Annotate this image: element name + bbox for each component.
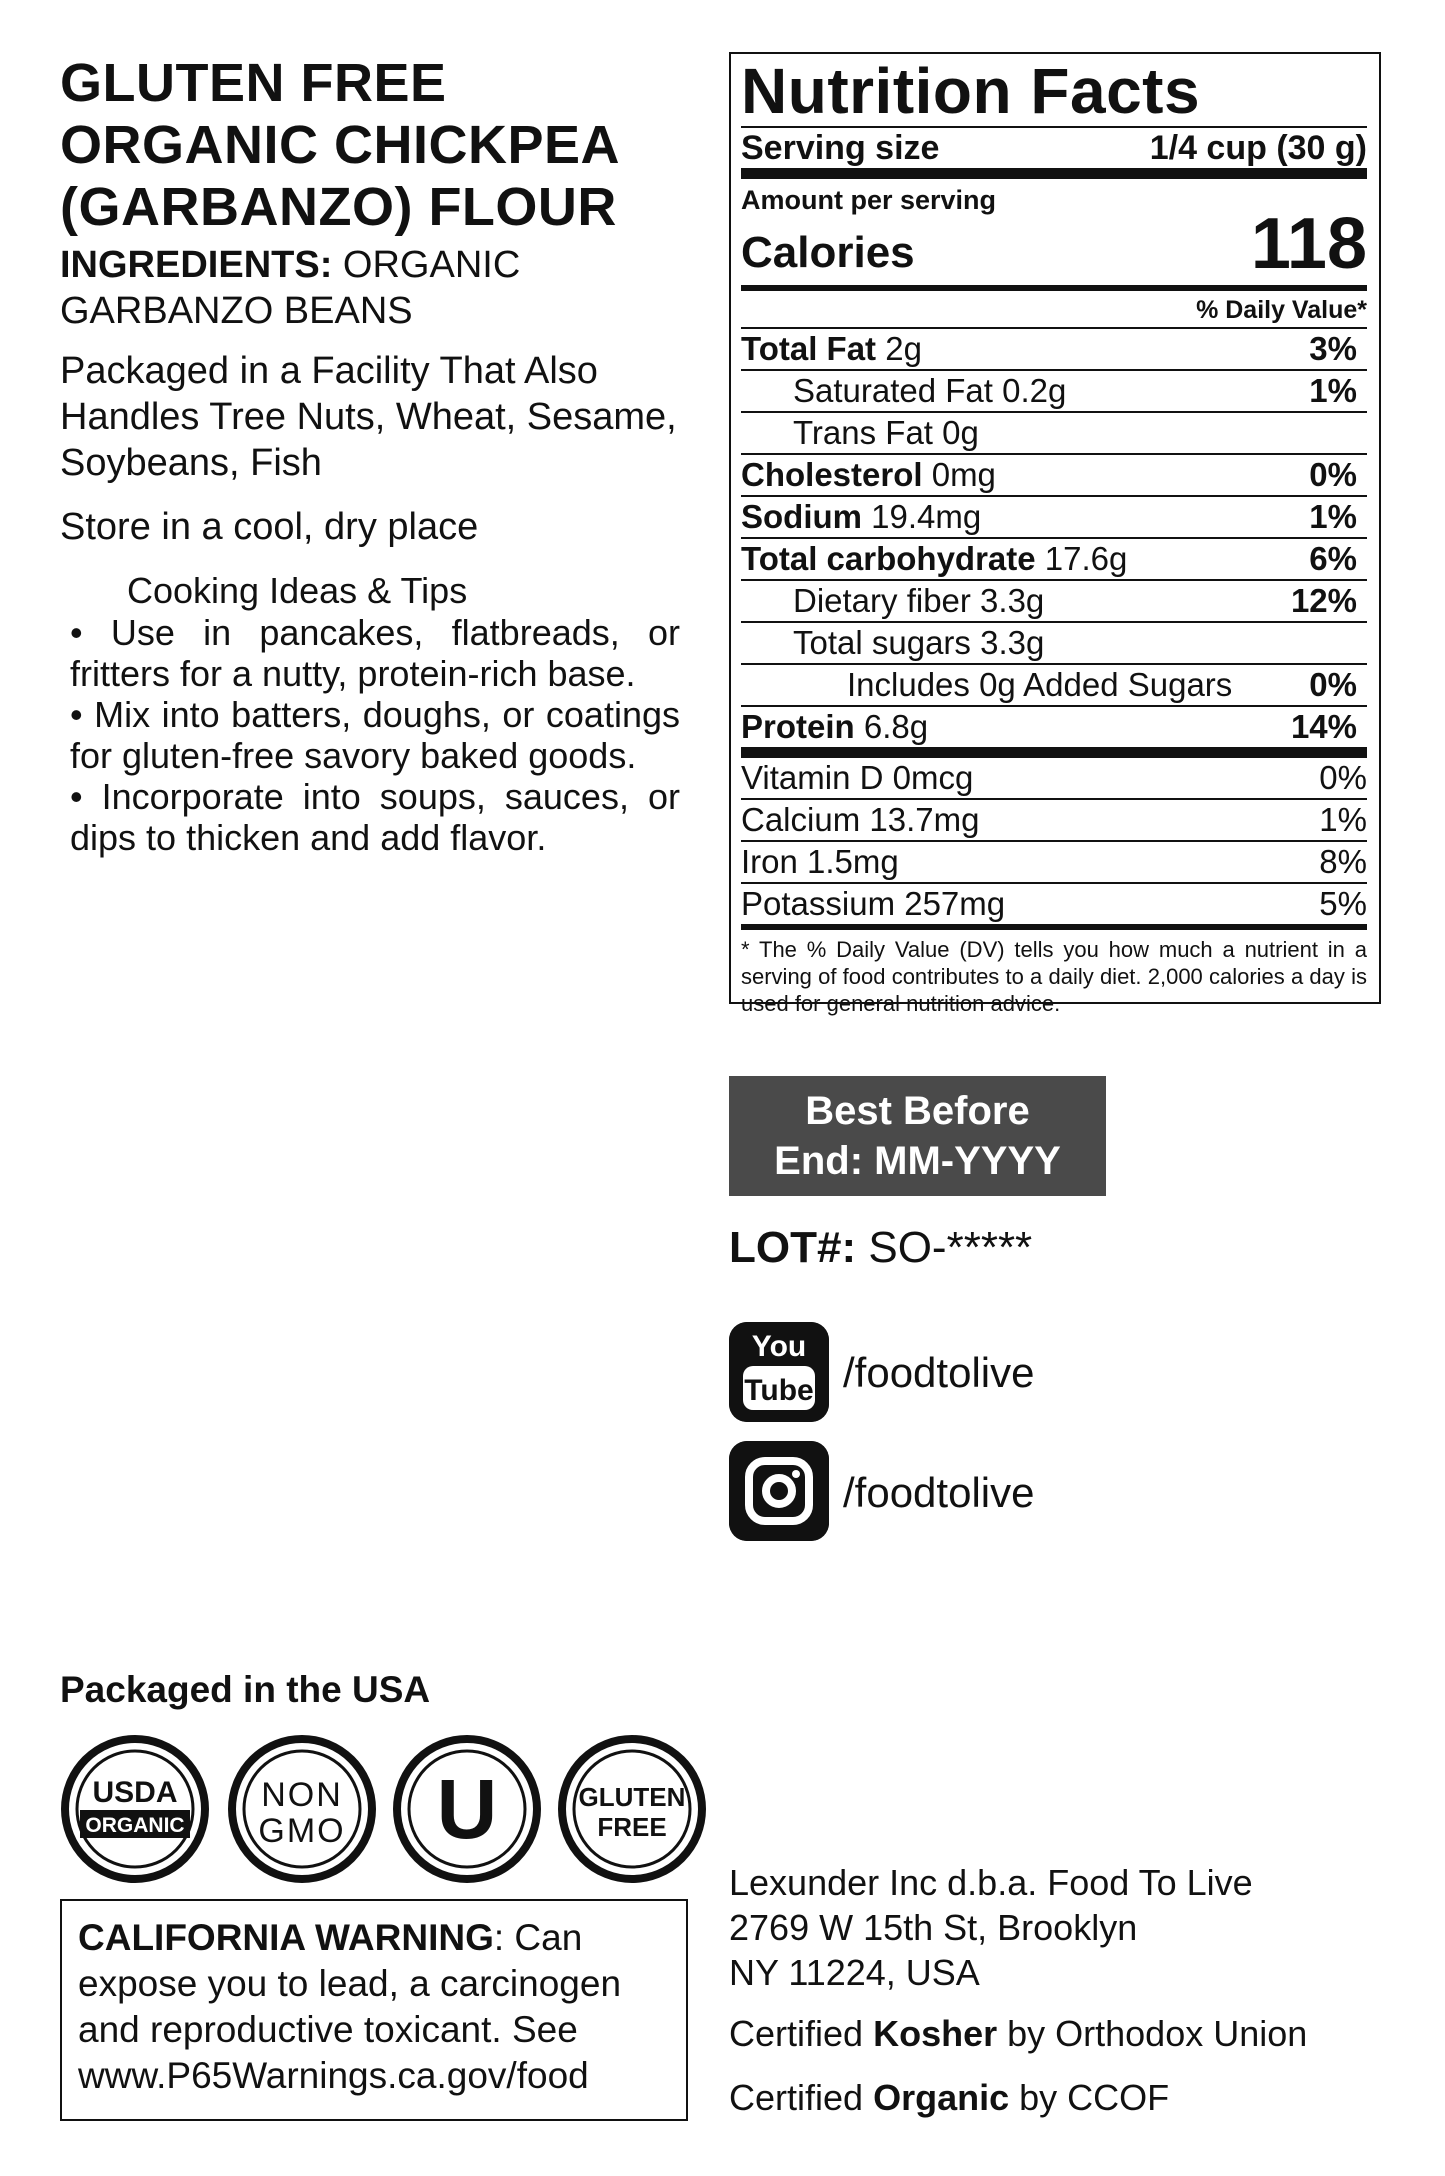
- warning-text: : Can expose you to lead, a carcinogen and reproductive toxicant. See www.P65Warnings.ca.gov/food: [78, 1917, 622, 2096]
- gluten-free-badge: [557, 1734, 707, 1884]
- nutrient-amount: 0mg: [931, 456, 996, 493]
- free-text: FREE: [597, 1812, 667, 1842]
- nutrient-dv: 1%: [1309, 372, 1357, 409]
- ingredients-value: ORGANIC GARBANZO BEANS: [60, 244, 521, 332]
- serving-size-label: Serving size: [741, 129, 940, 167]
- nutrition-facts-panel: [729, 52, 1381, 1016]
- daily-value-header: % Daily Value*: [1196, 296, 1367, 324]
- usda-text: USDA: [92, 1776, 178, 1809]
- organic-text: ORGANIC: [85, 1814, 185, 1837]
- company-address: [729, 1860, 1253, 1995]
- nutrient-amount: 2g: [885, 330, 922, 367]
- amount-per-serving: Amount per serving: [741, 185, 997, 215]
- kosher-certification: Certified Kosher by Orthodox Union: [729, 2013, 1308, 2054]
- tip-item: • Use in pancakes, flatbreads, or fritters for a nutty, protein-rich base.: [70, 612, 680, 694]
- storage-instructions: Store in a cool, dry place: [60, 506, 479, 548]
- nutrient-label: Saturated Fat 0.2g: [793, 372, 1067, 409]
- instagram-icon: [729, 1441, 829, 1541]
- nutrient-dv: 0%: [1309, 666, 1357, 703]
- best-before-line2: End: MM-YYYY: [774, 1139, 1061, 1183]
- vitamin-dv: 8%: [1319, 843, 1367, 880]
- nutrient-amount: 6.8g: [863, 708, 929, 745]
- youtube-logo-you: You: [751, 1330, 807, 1363]
- vitamin-dv: 5%: [1319, 885, 1367, 922]
- best-before-box: [729, 1076, 1106, 1196]
- ou-kosher-badge: [392, 1734, 542, 1884]
- nutrient-row: [741, 495, 1367, 537]
- youtube-icon: [729, 1322, 829, 1422]
- nutrient-row: [741, 411, 1367, 453]
- address-line: 2769 W 15th St, Brooklyn: [729, 1907, 1138, 1948]
- tip-item: • Incorporate into soups, sauces, or dips to thicken and add flavor.: [70, 776, 680, 858]
- ingredients: [60, 242, 660, 334]
- allergen-note: Packaged in a Facility That Also Handles Tree Nuts, Wheat, Sesame, Soybeans, Fish: [60, 350, 677, 484]
- ingredients-label: INGREDIENTS:: [60, 244, 333, 286]
- serving-size-row: [741, 128, 1367, 168]
- nutrient-row: [741, 537, 1367, 579]
- vitamin-dv: 0%: [1319, 759, 1367, 796]
- warning-label: CALIFORNIA WARNING: [78, 1917, 494, 1958]
- nutrient-dv: 0%: [1309, 456, 1357, 493]
- daily-value-footnote: * The % Daily Value (DV) tells you how much a nutrient in a serving of food contributes to a daily diet. 2,000 calories a day is used for general nutrition advice.: [741, 937, 1367, 1016]
- nutrient-label: Protein: [741, 708, 855, 745]
- usda-organic-badge: [60, 1734, 210, 1884]
- nutrient-row: [741, 453, 1367, 495]
- calories-row: [741, 204, 1367, 284]
- organic-certification: Certified Organic by CCOF: [729, 2077, 1170, 2118]
- lot-value: SO-*****: [868, 1223, 1033, 1272]
- nutrient-label: Total Fat: [741, 330, 877, 367]
- calories-label: Calories: [741, 228, 915, 277]
- nutrient-label: Total sugars 3.3g: [793, 624, 1045, 661]
- ou-letter: U: [436, 1762, 498, 1856]
- packaged-in-usa: Packaged in the USA: [60, 1669, 431, 1710]
- nutrient-dv: 14%: [1290, 708, 1357, 745]
- nutrient-label: Includes 0g Added Sugars: [847, 666, 1233, 703]
- vitamin-label: Iron 1.5mg: [741, 843, 899, 880]
- nutrient-row: [741, 369, 1367, 411]
- nutrient-dv: 3%: [1309, 330, 1357, 367]
- vitamin-row: [741, 882, 1367, 924]
- nutrient-row: [741, 663, 1367, 705]
- nutrient-label: Cholesterol: [741, 456, 923, 493]
- nutrient-dv: 1%: [1309, 498, 1357, 535]
- nutrient-dv: 12%: [1290, 582, 1357, 619]
- nutrient-row: [741, 705, 1367, 747]
- lot-label: LOT#:: [729, 1223, 857, 1272]
- vitamin-dv: 1%: [1319, 801, 1367, 838]
- nutrient-dv: 6%: [1309, 540, 1357, 577]
- product-title: GLUTEN FREE ORGANIC CHICKPEA (GARBANZO) FLOUR: [60, 53, 619, 237]
- youtube-logo-tube: Tube: [744, 1374, 814, 1407]
- gluten-text: GLUTEN: [578, 1782, 686, 1812]
- nutrient-row: [741, 621, 1367, 663]
- tip-item: • Mix into batters, doughs, or coatings for gluten-free savory baked goods.: [70, 694, 680, 776]
- tips-title: Cooking Ideas & Tips: [127, 570, 468, 611]
- nutrient-label: Dietary fiber 3.3g: [793, 582, 1045, 619]
- instagram-handle: /foodtolive: [843, 1469, 1035, 1516]
- california-warning: [60, 1899, 688, 2121]
- address-line: Lexunder Inc d.b.a. Food To Live: [729, 1862, 1253, 1903]
- non-text: NON: [261, 1776, 343, 1814]
- vitamin-label: Vitamin D 0mcg: [741, 759, 974, 796]
- nutrition-facts-title: Nutrition Facts: [741, 55, 1201, 127]
- nutrient-label: Sodium: [741, 498, 862, 535]
- nutrient-amount: 17.6g: [1044, 540, 1128, 577]
- nutrient-label: Total carbohydrate: [741, 540, 1036, 577]
- vitamin-label: Calcium 13.7mg: [741, 801, 980, 838]
- calories-value: 118: [1250, 204, 1367, 284]
- serving-size-value: 1/4 cup (30 g): [1149, 129, 1367, 167]
- nutrient-label: Trans Fat 0g: [793, 414, 979, 451]
- vitamin-row: [741, 840, 1367, 882]
- gmo-text: GMO: [258, 1812, 346, 1850]
- best-before-line1: Best Before: [805, 1089, 1030, 1133]
- tips-list: [70, 612, 680, 858]
- nutrient-amount: 19.4mg: [871, 498, 982, 535]
- lot-number: [729, 1222, 1032, 1274]
- nutrient-row: [741, 579, 1367, 621]
- vitamin-row: [741, 798, 1367, 840]
- non-gmo-badge: [227, 1734, 377, 1884]
- youtube-handle: /foodtolive: [843, 1349, 1035, 1396]
- vitamin-row: [741, 758, 1367, 798]
- vitamin-label: Potassium 257mg: [741, 885, 1006, 922]
- address-line: NY 11224, USA: [729, 1952, 980, 1993]
- nutrient-row: [741, 327, 1367, 369]
